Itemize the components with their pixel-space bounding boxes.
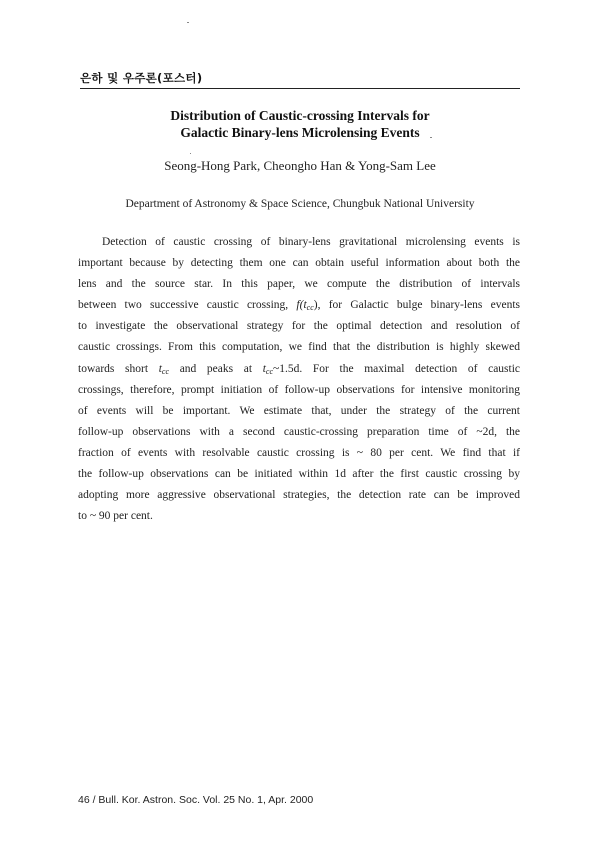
math-subscript: cc bbox=[306, 303, 314, 313]
abstract-line bbox=[78, 295, 520, 316]
abstract-line: adopting more aggressive observational strategies, the detection rate can be improved bbox=[78, 489, 520, 502]
abstract-line: Detection of caustic crossing of binary-lens gravitational microlensing events is bbox=[102, 236, 520, 248]
affiliation: Department of Astronomy & Space Science, Chungbuk National University bbox=[125, 198, 475, 210]
math-subscript: cc bbox=[265, 366, 274, 376]
abstract-text: , for Galactic bulge binary-lens events bbox=[317, 299, 521, 312]
math-t: t bbox=[158, 362, 162, 375]
title-line-1: Distribution of Caustic-crossing Intervals for bbox=[170, 108, 430, 123]
paper-title bbox=[60, 107, 540, 141]
footer-citation: 46 / Bull. Kor. Astron. Soc. Vol. 25 No. 1, Apr. 2000 bbox=[78, 794, 314, 806]
authors: Seong-Hong Park, Cheongho Han & Yong-Sam Lee bbox=[164, 158, 436, 173]
math-subscript: cc bbox=[161, 366, 170, 376]
abstract-line: to investigate the observational strategy for the optimal detection and resolution of bbox=[78, 320, 520, 333]
math-f: f( bbox=[296, 299, 304, 312]
abstract-line: the follow-up observations can be initiated within 1d after the first caustic crossing by bbox=[78, 468, 520, 481]
section-header: 은하 및 우주론(포스터) bbox=[80, 71, 203, 85]
math-t: t bbox=[303, 299, 307, 312]
scan-speck bbox=[187, 22, 189, 23]
abstract-text: towards short bbox=[78, 362, 149, 375]
abstract-line: of events will be important. We estimate that, under the strategy of the current bbox=[78, 404, 520, 417]
abstract-line: crossings, therefore, prompt initiation of follow-up observations for intensive monitoring bbox=[78, 383, 520, 396]
abstract-line: follow-up observations with a second caustic-crossing preparation time of ~2d, the bbox=[78, 425, 520, 438]
abstract-line: fraction of events with resolvable caustic crossing is ~ 80 per cent. We find that if bbox=[78, 446, 520, 459]
title-line-2: Galactic Binary-lens Microlensing Events bbox=[180, 125, 420, 140]
math-close: ) bbox=[313, 299, 318, 312]
abstract-line: to ~ 90 per cent. bbox=[78, 510, 153, 523]
abstract-text: and peaks at bbox=[179, 362, 253, 375]
scan-speck bbox=[430, 137, 432, 138]
math-t: t bbox=[262, 362, 266, 375]
abstract-text: ~1.5d. For the maximal detection of caustic bbox=[273, 362, 521, 375]
abstract-line bbox=[78, 359, 520, 380]
header-rule bbox=[80, 88, 520, 89]
abstract-line: lens and the source star. In this paper, we compute the distribution of intervals bbox=[78, 278, 520, 291]
abstract-line: important because by detecting them one can obtain useful information about both the bbox=[78, 257, 520, 270]
abstract-text: between two successive caustic crossing, bbox=[78, 299, 289, 312]
scan-speck bbox=[190, 153, 191, 154]
abstract-line: caustic crossings. From this computation, we find that the distribution is highly skewed bbox=[78, 341, 520, 354]
abstract bbox=[78, 232, 520, 527]
